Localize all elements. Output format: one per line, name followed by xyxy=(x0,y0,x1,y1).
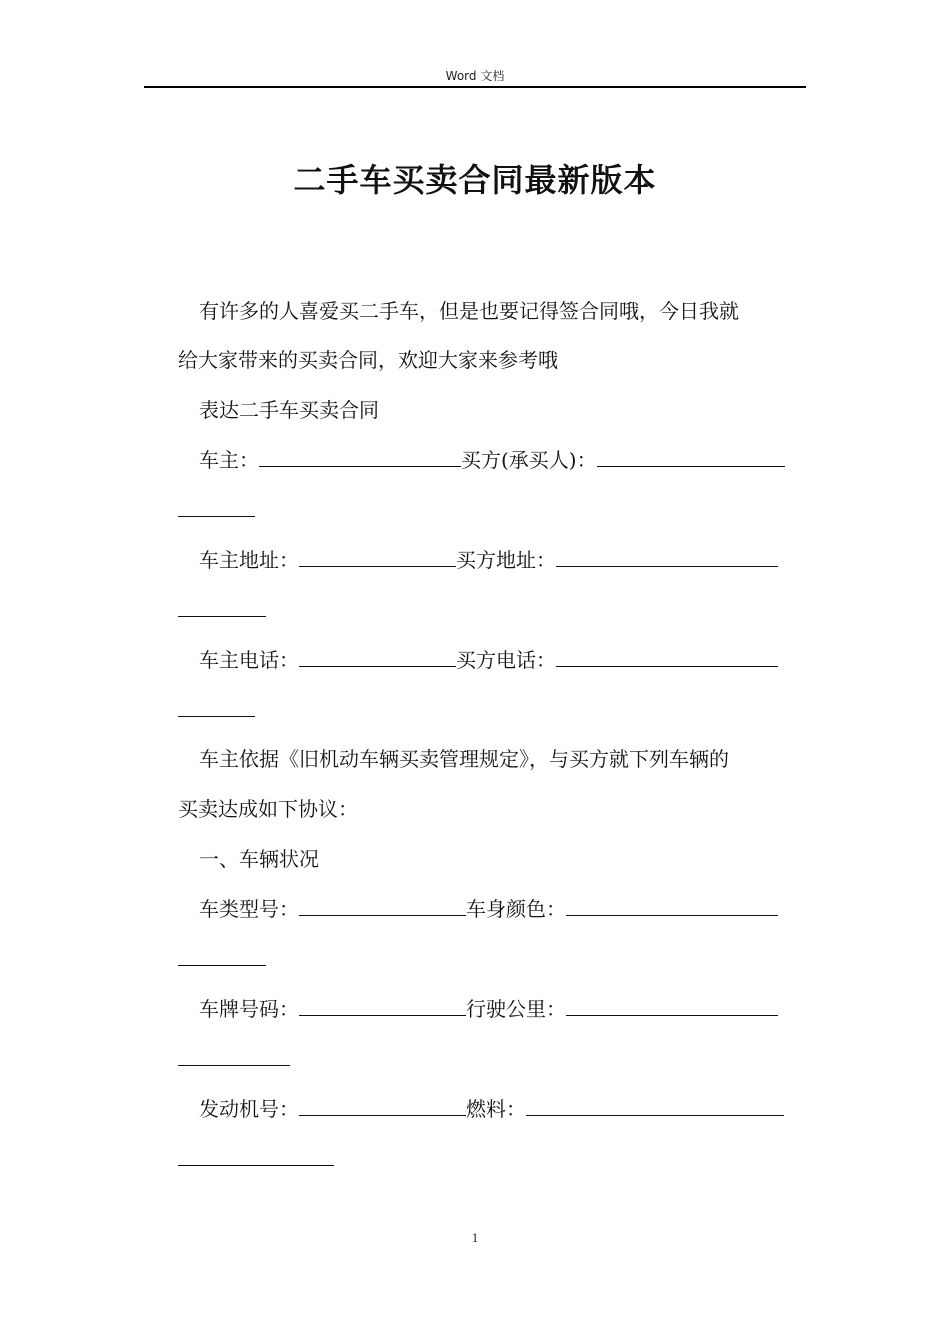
agreement-line-1: 车主依据《旧机动车辆买卖管理规定》，与买方就下列车辆的 xyxy=(199,747,729,771)
owner-buyer-row xyxy=(178,446,821,474)
engine-fuel-row xyxy=(178,1095,821,1123)
model-blank[interactable] xyxy=(299,895,466,916)
owner-address-label: 车主地址： xyxy=(199,548,299,572)
owner-phone-blank[interactable] xyxy=(299,646,456,667)
buyer-blank-continued[interactable] xyxy=(178,496,255,517)
owner-blank[interactable] xyxy=(259,446,461,467)
address-row xyxy=(178,546,821,574)
section-1-heading: 一、车辆状况 xyxy=(199,847,319,871)
document-title: 二手车买卖合同最新版本 xyxy=(293,161,657,199)
phone-row xyxy=(178,646,821,674)
buyer-blank[interactable] xyxy=(597,446,785,467)
mileage-blank[interactable] xyxy=(566,995,778,1016)
color-blank-continued[interactable] xyxy=(178,945,266,966)
mileage-blank-continued[interactable] xyxy=(178,1045,290,1066)
plate-label: 车牌号码： xyxy=(199,997,299,1021)
plate-blank[interactable] xyxy=(299,995,466,1016)
owner-label: 车主： xyxy=(199,448,259,472)
model-color-row xyxy=(178,895,821,923)
page-header: Word 文档 xyxy=(445,69,505,83)
header-rule xyxy=(144,86,806,88)
fuel-blank-continued[interactable] xyxy=(178,1145,334,1166)
page-number: 1 xyxy=(471,1230,479,1245)
agreement-line-2: 买卖达成如下协议： xyxy=(178,797,358,821)
buyer-address-label: 买方地址： xyxy=(456,548,556,572)
fuel-blank[interactable] xyxy=(526,1095,784,1116)
phone-continuation xyxy=(178,696,800,724)
owner-address-blank[interactable] xyxy=(299,546,456,567)
color-label: 车身颜色： xyxy=(466,897,566,921)
buyer-address-blank[interactable] xyxy=(556,546,778,567)
color-blank[interactable] xyxy=(566,895,778,916)
engine-fuel-continuation xyxy=(178,1145,800,1173)
model-label: 车类型号： xyxy=(199,897,299,921)
buyer-phone-blank-continued[interactable] xyxy=(178,696,255,717)
address-continuation xyxy=(178,596,800,624)
intro-line-2: 给大家带来的买卖合同，欢迎大家来参考哦 xyxy=(178,348,558,372)
owner-buyer-continuation xyxy=(178,496,800,524)
engine-blank[interactable] xyxy=(299,1095,466,1116)
buyer-address-blank-continued[interactable] xyxy=(178,596,266,617)
buyer-label: 买方(承买人)： xyxy=(461,448,597,472)
plate-mileage-row xyxy=(178,995,821,1023)
owner-phone-label: 车主电话： xyxy=(199,648,299,672)
model-color-continuation xyxy=(178,945,800,973)
subtitle: 表达二手车买卖合同 xyxy=(199,398,379,422)
mileage-label: 行驶公里： xyxy=(466,997,566,1021)
buyer-phone-label: 买方电话： xyxy=(456,648,556,672)
engine-label: 发动机号： xyxy=(199,1097,299,1121)
buyer-phone-blank[interactable] xyxy=(556,646,778,667)
intro-line-1: 有许多的人喜爱买二手车，但是也要记得签合同哦，今日我就 xyxy=(199,299,739,323)
fuel-label: 燃料： xyxy=(466,1097,526,1121)
plate-mileage-continuation xyxy=(178,1045,800,1073)
